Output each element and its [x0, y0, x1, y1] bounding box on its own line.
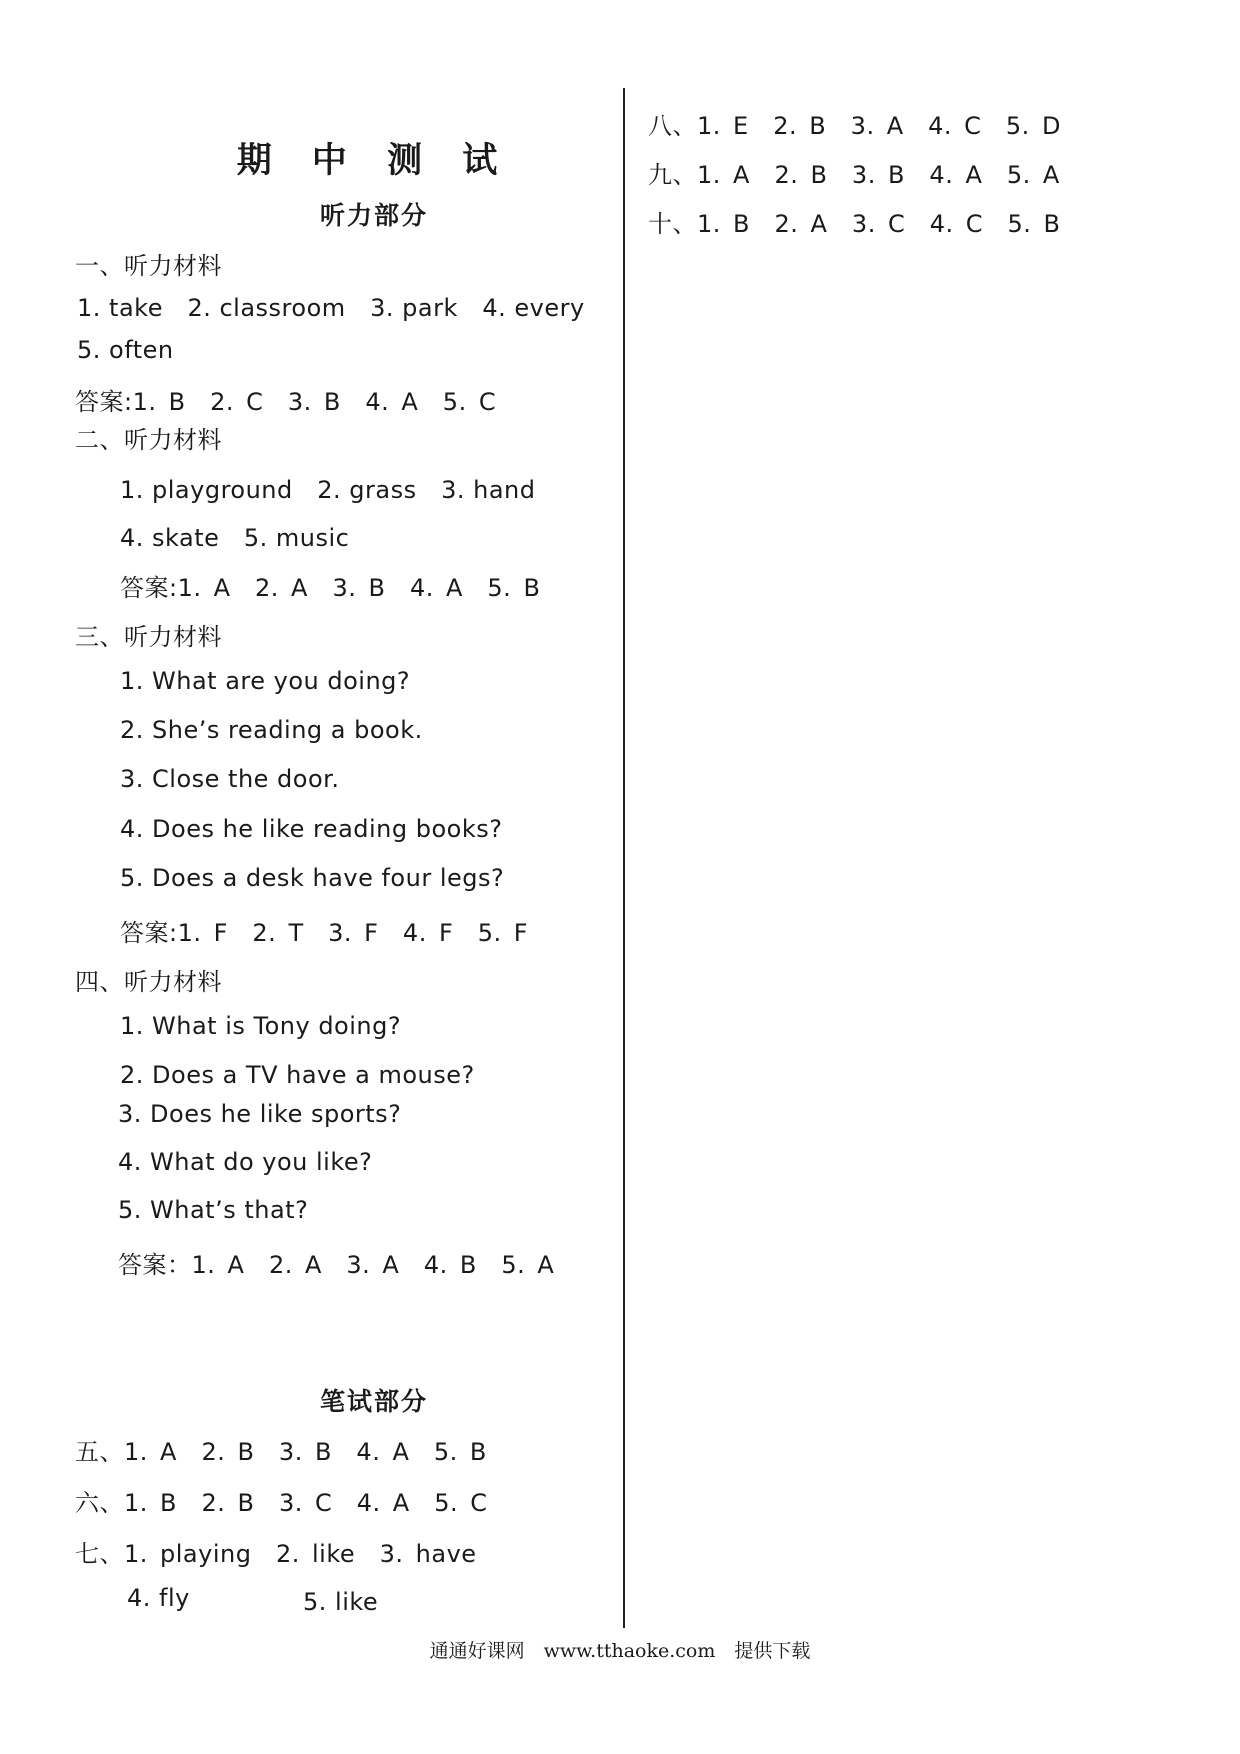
section-4-answer: 答案：1. A 2. A 3. A 4. B 5. A [118, 1251, 555, 1279]
section-3-line-2: 2. She’s reading a book. [120, 716, 423, 744]
section-4-line-3: 3. Does he like sports? [118, 1100, 402, 1128]
section-3-line-1: 1. What are you doing? [120, 667, 411, 695]
written-answer-6: 六、1. B 2. B 3. C 4. A 5. C [75, 1489, 488, 1517]
section-2-line-2: 4. skate 5. music [120, 524, 350, 552]
section-3-line-4: 4. Does he like reading books? [120, 815, 503, 843]
section-4-heading: 四、听力材料 [75, 968, 222, 996]
section-3-heading: 三、听力材料 [75, 623, 222, 651]
section-4-line-4: 4. What do you like? [118, 1148, 373, 1176]
section-4-line-5: 5. What’s that? [118, 1196, 309, 1224]
section-2-heading: 二、听力材料 [75, 426, 222, 454]
section-1-heading: 一、听力材料 [75, 252, 222, 280]
section-3-answer: 答案:1. F 2. T 3. F 4. F 5. F [120, 919, 529, 947]
section-4-line-2: 2. Does a TV have a mouse? [120, 1061, 475, 1089]
page-title: 期 中 测 试 [236, 141, 512, 181]
section-1-answer: 答案:1. B 2. C 3. B 4. A 5. C [75, 388, 497, 416]
written-answer-7-item-4: 4. fly [127, 1584, 190, 1612]
written-answer-7: 七、1. playing 2. like 3. have [75, 1540, 477, 1568]
footer-credit: 通通好课网 www.tthaoke.com 提供下载 [429, 1640, 811, 1662]
listening-heading: 听力部分 [319, 201, 428, 230]
written-answer-7-item-5: 5. like [303, 1588, 379, 1616]
written-heading: 笔试部分 [319, 1387, 428, 1416]
column-divider [623, 88, 625, 1628]
section-3-line-3: 3. Close the door. [120, 765, 340, 793]
section-1-line-1: 1. take 2. classroom 3. park 4. every [77, 294, 585, 322]
section-1-line-2: 5. often [77, 336, 174, 364]
written-answer-10: 十、1. B 2. A 3. C 4. C 5. B [648, 210, 1061, 238]
section-2-line-1: 1. playground 2. grass 3. hand [120, 476, 536, 504]
section-4-line-1: 1. What is Tony doing? [120, 1012, 402, 1040]
written-answer-5: 五、1. A 2. B 3. B 4. A 5. B [75, 1438, 487, 1466]
section-3-line-5: 5. Does a desk have four legs? [120, 864, 505, 892]
section-2-answer: 答案:1. A 2. A 3. B 4. A 5. B [120, 574, 541, 602]
written-answer-9: 九、1. A 2. B 3. B 4. A 5. A [648, 161, 1060, 189]
written-answer-8: 八、1. E 2. B 3. A 4. C 5. D [648, 112, 1061, 140]
